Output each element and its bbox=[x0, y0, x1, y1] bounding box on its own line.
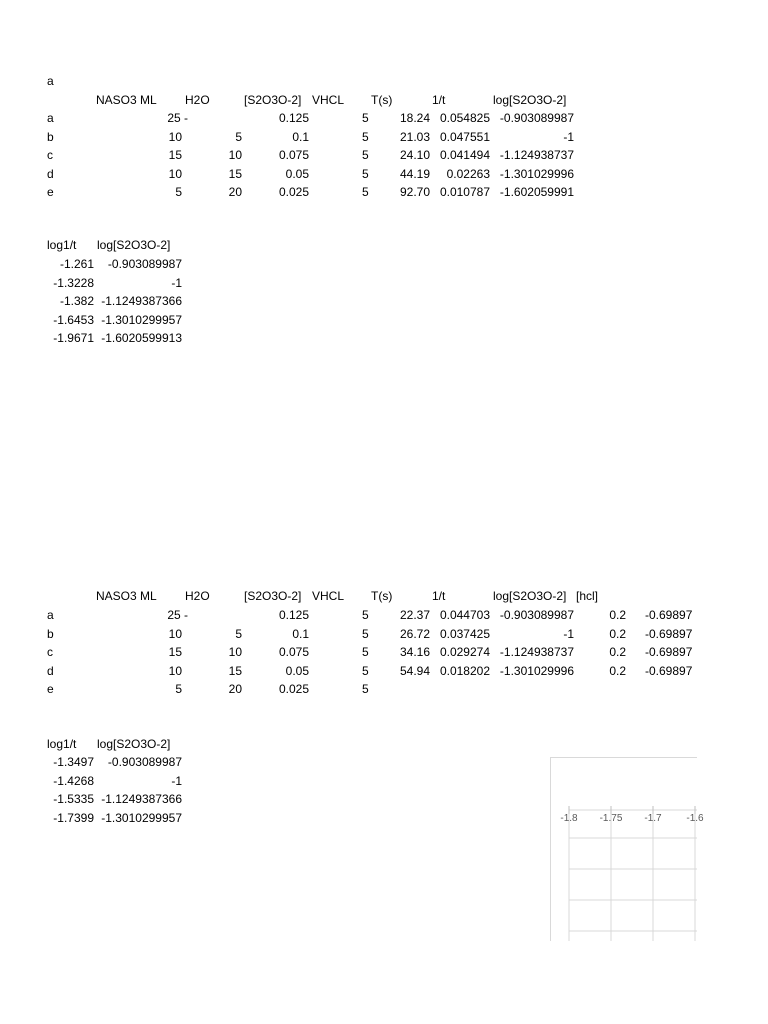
cell-log-concentration: -1 bbox=[171, 275, 182, 290]
header-log-concentration: log[S2O3O-2] bbox=[493, 589, 567, 603]
cell-h2o: 5 bbox=[235, 626, 242, 641]
cell-log_conc: -1 bbox=[563, 129, 574, 144]
chart-plot-area bbox=[551, 758, 704, 941]
cell-conc: 0.025 bbox=[278, 682, 309, 696]
cell-h2o: 20 bbox=[228, 682, 242, 696]
cell-vhcl: 5 bbox=[362, 166, 369, 181]
header-inverse-time: 1/t bbox=[432, 93, 446, 107]
cell-h2o: 10 bbox=[228, 645, 242, 659]
header-inverse-time: 1/t bbox=[432, 589, 446, 603]
cell-t: 21.03 bbox=[399, 129, 430, 144]
cell-conc: 0.05 bbox=[285, 166, 309, 181]
header-log-concentration: log[S2O3O-2] bbox=[97, 737, 171, 751]
cell-log-inverse-time: -1.7399 bbox=[53, 810, 94, 825]
header-time: T(s) bbox=[371, 589, 393, 603]
cell-t: 34.16 bbox=[399, 645, 430, 659]
cell-vhcl: 5 bbox=[362, 111, 369, 125]
cell-log_conc: -0.903089987 bbox=[499, 608, 574, 622]
cell-log-hcl: -0.69897 bbox=[645, 645, 693, 659]
cell-inv_t: 0.041494 bbox=[439, 148, 490, 162]
cell-vhcl: 5 bbox=[362, 148, 369, 162]
cell-log-concentration: -1.6020599913 bbox=[101, 331, 182, 345]
cell-hcl: 0.2 bbox=[609, 608, 626, 622]
cell-log-inverse-time: -1.6453 bbox=[53, 312, 94, 327]
header-log-concentration: log[S2O3O-2] bbox=[493, 93, 567, 107]
cell-log-concentration: -1.1249387366 bbox=[101, 792, 182, 806]
cell-log_conc: -1.301029996 bbox=[499, 663, 574, 678]
cell-t: 54.94 bbox=[399, 663, 430, 678]
cell-label: e bbox=[47, 185, 54, 199]
cell-hcl: 0.2 bbox=[609, 645, 626, 659]
x-tick-label: -1.6 bbox=[686, 813, 704, 824]
header-naso3: NASO3 ML bbox=[96, 93, 157, 107]
cell-log-concentration: -1 bbox=[171, 773, 182, 788]
cell-label: a bbox=[47, 608, 54, 622]
header-vhcl: VHCL bbox=[312, 93, 345, 107]
cell-inv_t: 0.02263 bbox=[446, 166, 490, 181]
cell-naso3: 15 bbox=[168, 645, 182, 659]
x-tick-label: -1.8 bbox=[560, 813, 578, 824]
cell-log-hcl: -0.69897 bbox=[645, 663, 693, 678]
header-h2o: H2O bbox=[185, 589, 210, 603]
header-vhcl: VHCL bbox=[312, 589, 345, 603]
cell-label: b bbox=[47, 626, 54, 641]
cell-h2o: 20 bbox=[228, 185, 242, 199]
header-concentration: [S2O3O-2] bbox=[244, 93, 302, 107]
cell-log-inverse-time: -1.382 bbox=[59, 294, 94, 308]
cell-label: d bbox=[47, 166, 54, 181]
cell-naso3: 5 bbox=[175, 185, 182, 199]
cell-inv_t: 0.054825 bbox=[439, 111, 490, 125]
cell-conc: 0.1 bbox=[292, 129, 309, 144]
cell-naso3: 25 - bbox=[167, 608, 188, 622]
cell-log_conc: -1.301029996 bbox=[499, 166, 574, 181]
cell-naso3: 10 bbox=[168, 626, 182, 641]
cell-hcl: 0.2 bbox=[609, 663, 626, 678]
cell-t: 18.24 bbox=[399, 111, 430, 125]
header-concentration: [S2O3O-2] bbox=[244, 589, 302, 603]
cell-naso3: 10 bbox=[168, 663, 182, 678]
cell-conc: 0.1 bbox=[292, 626, 309, 641]
cell-inv_t: 0.037425 bbox=[439, 626, 490, 641]
cell-naso3: 25 - bbox=[167, 111, 188, 125]
header-log-inverse-time: log1/t bbox=[47, 238, 77, 252]
cell-conc: 0.125 bbox=[278, 111, 309, 125]
cell-vhcl: 5 bbox=[362, 626, 369, 641]
cell-log-concentration: -0.903089987 bbox=[107, 257, 182, 271]
cell-vhcl: 5 bbox=[362, 645, 369, 659]
cell-inv_t: 0.010787 bbox=[439, 185, 490, 199]
cell-vhcl: 5 bbox=[362, 185, 369, 199]
cell-log-concentration: -1.3010299957 bbox=[101, 810, 182, 825]
cell-log-inverse-time: -1.9671 bbox=[53, 331, 94, 345]
header-log-concentration: log[S2O3O-2] bbox=[97, 238, 171, 252]
cell-label: a bbox=[47, 111, 54, 125]
cell-h2o: 10 bbox=[228, 148, 242, 162]
cell-h2o: 5 bbox=[235, 129, 242, 144]
scatter-chart[interactable] bbox=[550, 757, 704, 941]
cell-conc: 0.075 bbox=[278, 148, 309, 162]
cell-inv_t: 0.044703 bbox=[439, 608, 490, 622]
cell-label: d bbox=[47, 663, 54, 678]
cell-log-concentration: -1.3010299957 bbox=[101, 312, 182, 327]
header-hcl: [hcl] bbox=[576, 589, 599, 603]
cell-naso3: 15 bbox=[168, 148, 182, 162]
cell-conc: 0.05 bbox=[285, 663, 309, 678]
cell-label: c bbox=[47, 645, 53, 659]
cell-log_conc: -1.124938737 bbox=[499, 148, 574, 162]
cell-vhcl: 5 bbox=[362, 663, 369, 678]
cell-vhcl: 5 bbox=[362, 129, 369, 144]
cell-log_conc: -1 bbox=[563, 626, 574, 641]
cell-inv_t: 0.018202 bbox=[439, 663, 490, 678]
cell-t: 92.70 bbox=[399, 185, 430, 199]
cell-label: c bbox=[47, 148, 53, 162]
cell-naso3: 10 bbox=[168, 129, 182, 144]
cell-log-hcl: -0.69897 bbox=[645, 608, 693, 622]
cell-vhcl: 5 bbox=[362, 608, 369, 622]
header-h2o: H2O bbox=[185, 93, 210, 107]
header-naso3: NASO3 ML bbox=[96, 589, 157, 603]
cell-conc: 0.025 bbox=[278, 185, 309, 199]
cell-inv_t: 0.029274 bbox=[439, 645, 490, 659]
cell-log-hcl: -0.69897 bbox=[645, 626, 693, 641]
cell-label: e bbox=[47, 682, 54, 696]
cell-log-inverse-time: -1.261 bbox=[59, 257, 94, 271]
cell-t: 24.10 bbox=[399, 148, 430, 162]
cell-log-concentration: -1.1249387366 bbox=[101, 294, 182, 308]
x-tick-label: -1.7 bbox=[644, 813, 662, 824]
cell-conc: 0.125 bbox=[278, 608, 309, 622]
cell-inv_t: 0.047551 bbox=[439, 129, 490, 144]
cell-log_conc: -1.124938737 bbox=[499, 645, 574, 659]
header-time: T(s) bbox=[371, 93, 393, 107]
header-log-inverse-time: log1/t bbox=[47, 737, 77, 751]
cell-naso3: 5 bbox=[175, 682, 182, 696]
cell-t: 22.37 bbox=[399, 608, 430, 622]
cell-h2o: 15 bbox=[228, 663, 242, 678]
cell-log-concentration: -0.903089987 bbox=[107, 755, 182, 769]
cell-log_conc: -1.602059991 bbox=[499, 185, 574, 199]
cell-log-inverse-time: -1.4268 bbox=[53, 773, 94, 788]
cell-log_conc: -0.903089987 bbox=[499, 111, 574, 125]
cell-h2o: 15 bbox=[228, 166, 242, 181]
cell-log-inverse-time: -1.3497 bbox=[53, 755, 94, 769]
sheet-label: a bbox=[47, 74, 54, 88]
x-tick-label: -1.75 bbox=[599, 813, 623, 824]
cell-hcl: 0.2 bbox=[609, 626, 626, 641]
cell-log-inverse-time: -1.3228 bbox=[53, 275, 94, 290]
cell-label: b bbox=[47, 129, 54, 144]
cell-vhcl: 5 bbox=[362, 682, 369, 696]
cell-conc: 0.075 bbox=[278, 645, 309, 659]
cell-t: 26.72 bbox=[399, 626, 430, 641]
cell-log-inverse-time: -1.5335 bbox=[53, 792, 94, 806]
cell-t: 44.19 bbox=[399, 166, 430, 181]
cell-naso3: 10 bbox=[168, 166, 182, 181]
